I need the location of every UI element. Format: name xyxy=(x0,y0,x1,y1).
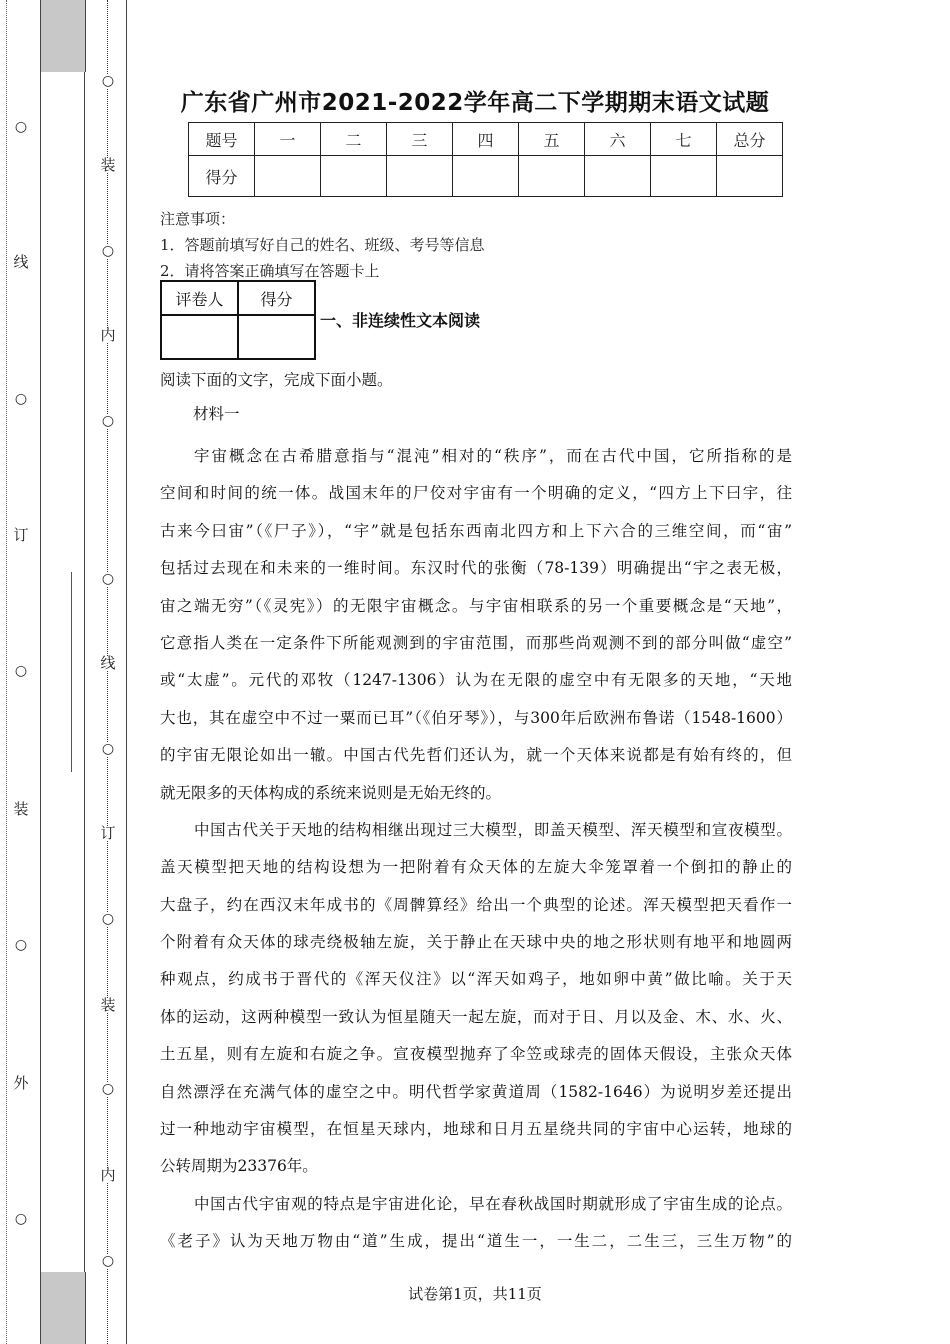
passage-line: 包括过去现在和未来的一维时间。东汉时代的张衡（78-139）明确提出“宇之表无极， xyxy=(160,559,792,578)
passage-line: 它意指人类在一定条件下所能观测到的宇宙范围，而那些尚观测不到的部分叫做“虚空” xyxy=(160,633,792,652)
score-header-cell: 总分 xyxy=(717,123,783,156)
score-header-cell: 四 xyxy=(453,123,519,156)
score-header-cell: 题号 xyxy=(189,123,255,156)
binding-circle: ○ xyxy=(12,938,30,953)
passage-line: 宇宙概念在古希腊意指与“混沌”相对的“秩序”，而在古代中国，它所指称的是 xyxy=(194,447,792,465)
passage-line: 体的运动，这两种模型一致认为恒星随天一起左旋，而对于日、月以及金、木、水、火、 xyxy=(160,1007,792,1026)
passage xyxy=(160,438,792,1261)
notes xyxy=(160,206,485,284)
passage-line: 的宇宙无限论如出一辙。中国古代先哲们还认为，就一个天体来说都是有始有终的，但 xyxy=(160,746,792,765)
instruction: 阅读下面的文字，完成下面小题。 xyxy=(160,371,393,389)
page-footer: 试卷第1页，共11页 xyxy=(408,1285,542,1303)
binding-circle: ○ xyxy=(99,1082,117,1097)
passage-line: 土五星，则有左旋和右旋之争。宣夜模型抛弃了伞笠或球壳的固体天假设，主张众天体 xyxy=(160,1045,792,1064)
score-header-cell: 二 xyxy=(321,123,387,156)
binding-outer-border xyxy=(40,72,41,1272)
passage-line: 自然漂浮在充满气体的虚空之中。明代哲学家黄道周（1582-1646）为说明岁差还提出 xyxy=(160,1082,792,1101)
score-row-label: 得分 xyxy=(189,156,255,197)
passage-line: 或“太虚”。元代的邓牧（1247-1306）认为在无限的虚空中有无限多的天地，“天地 xyxy=(160,671,792,690)
passage-line: 《老子》认为天地万物由“道”生成，提出“道生一，一生二，二生三，三生万物”的 xyxy=(160,1232,792,1251)
page-title: 广东省广州市2021-2022学年高二下学期期末语文试题 xyxy=(180,90,770,116)
passage-line: 古来今曰宙”（《尸子》），“宇”就是包括东西南北四方和上下六合的三维空间，而“宙” xyxy=(160,521,792,540)
score-header-cell: 三 xyxy=(387,123,453,156)
score-header-cell: 七 xyxy=(651,123,717,156)
passage-line: 宙之端无穷”（《灵宪》）的无限宇宙概念。与宇宙相联系的另一个重要概念是“天地”， xyxy=(160,596,792,615)
passage-line: 就无限多的天体构成的系统来说则是无始无终的。 xyxy=(160,783,502,802)
binding-circle: ○ xyxy=(12,392,30,407)
binding-circle: ○ xyxy=(12,1212,30,1227)
binding-label-zhuang: 装 xyxy=(100,996,116,1014)
passage-line: 中国古代宇宙观的特点是宇宙进化论，早在春秋战国时期就形成了宇宙生成的论点。 xyxy=(194,1194,792,1213)
binding-circle: ○ xyxy=(99,1254,117,1269)
score-header-row xyxy=(189,123,783,156)
outer-dotted-line xyxy=(6,0,8,1344)
score-cell[interactable] xyxy=(453,156,519,197)
passage-line: 种观点，约成书于晋代的《浑天仪注》以“浑天如鸡子，地如卵中黄”做比喻。关于天 xyxy=(160,970,792,989)
binding-circle: ○ xyxy=(99,742,117,757)
passage-line: 大盘子，约在西汉末年成书的《周髀算经》给出一个典型的论述。浑天模型把天看作一 xyxy=(160,895,792,914)
binding-circle: ○ xyxy=(99,572,117,587)
score-header-cell: 一 xyxy=(255,123,321,156)
score-cell[interactable] xyxy=(255,156,321,197)
binding-label-nei: 内 xyxy=(100,326,116,344)
passage-line: 个附着有众天体的球壳绕极轴左旋，关于静止在天球中央的地之形状则有地平和地圆两 xyxy=(160,933,792,952)
grader-table xyxy=(160,280,316,360)
binding-circle: ○ xyxy=(12,664,30,679)
binding-label-xian: 线 xyxy=(13,253,29,271)
notes-heading: 注意事项： xyxy=(160,210,236,228)
binding-label-ding: 订 xyxy=(100,824,116,842)
score-cell[interactable] xyxy=(519,156,585,197)
passage-line: 盖天模型把天地的结构设想为一把附着有众天体的左旋大伞笼罩着一个倒扣的静止的 xyxy=(160,858,792,877)
binding-label-xian: 线 xyxy=(100,654,116,672)
material-label: 材料一 xyxy=(193,405,240,423)
passage-line: 中国古代关于天地的结构相继出现过三大模型，即盖天模型、浑天模型和宣夜模型。 xyxy=(194,820,792,839)
binding-bar-top xyxy=(40,0,86,72)
binding-info-line xyxy=(71,572,72,772)
binding-circle: ○ xyxy=(12,120,30,135)
binding-label-nei: 内 xyxy=(100,1166,116,1184)
binding-label-wai: 外 xyxy=(13,1074,29,1092)
binding-circle: ○ xyxy=(99,912,117,927)
grader-score-cell[interactable] xyxy=(238,315,315,359)
notes-item: 2．请将答案正确填写在答题卡上 xyxy=(160,262,380,280)
score-header-cell: 五 xyxy=(519,123,585,156)
binding-inner-border xyxy=(84,72,85,1272)
score-cell[interactable] xyxy=(585,156,651,197)
binding-circle: ○ xyxy=(99,414,117,429)
grader-cell[interactable] xyxy=(161,315,238,359)
score-cell[interactable] xyxy=(651,156,717,197)
score-cell[interactable] xyxy=(717,156,783,197)
binding-label-zhuang: 装 xyxy=(100,156,116,174)
grader-label: 评卷人 xyxy=(161,281,238,315)
inner-dotted-line xyxy=(107,0,108,1344)
binding-right-border xyxy=(126,0,127,1344)
binding-label-ding: 订 xyxy=(13,526,29,544)
notes-item: 1．答题前填写好自己的姓名、班级、考号等信息 xyxy=(160,236,485,254)
score-table xyxy=(188,122,783,197)
binding-label-zhuang: 装 xyxy=(13,800,29,818)
grader-score-label: 得分 xyxy=(238,281,315,315)
binding-circle: ○ xyxy=(99,74,117,89)
passage-line: 公转周期为23376年。 xyxy=(160,1157,318,1176)
score-cell[interactable] xyxy=(321,156,387,197)
score-header-cell: 六 xyxy=(585,123,651,156)
passage-line: 大也，其在虚空中不过一粟而已耳”（《伯牙琴》），与300年后欧洲布鲁诺（1548-1600） xyxy=(160,708,792,727)
section-title: 一、非连续性文本阅读 xyxy=(320,311,481,330)
binding-circle: ○ xyxy=(99,244,117,259)
passage-line: 空间和时间的统一体。战国末年的尸佼对宇宙有一个明确的定义，“四方上下曰宇，往 xyxy=(160,484,792,503)
score-row xyxy=(189,156,783,197)
passage-line: 过一种地动宇宙模型，在恒星天球内，地球和日月五星绕共同的宇宙中心运转，地球的 xyxy=(160,1120,792,1139)
score-cell[interactable] xyxy=(387,156,453,197)
